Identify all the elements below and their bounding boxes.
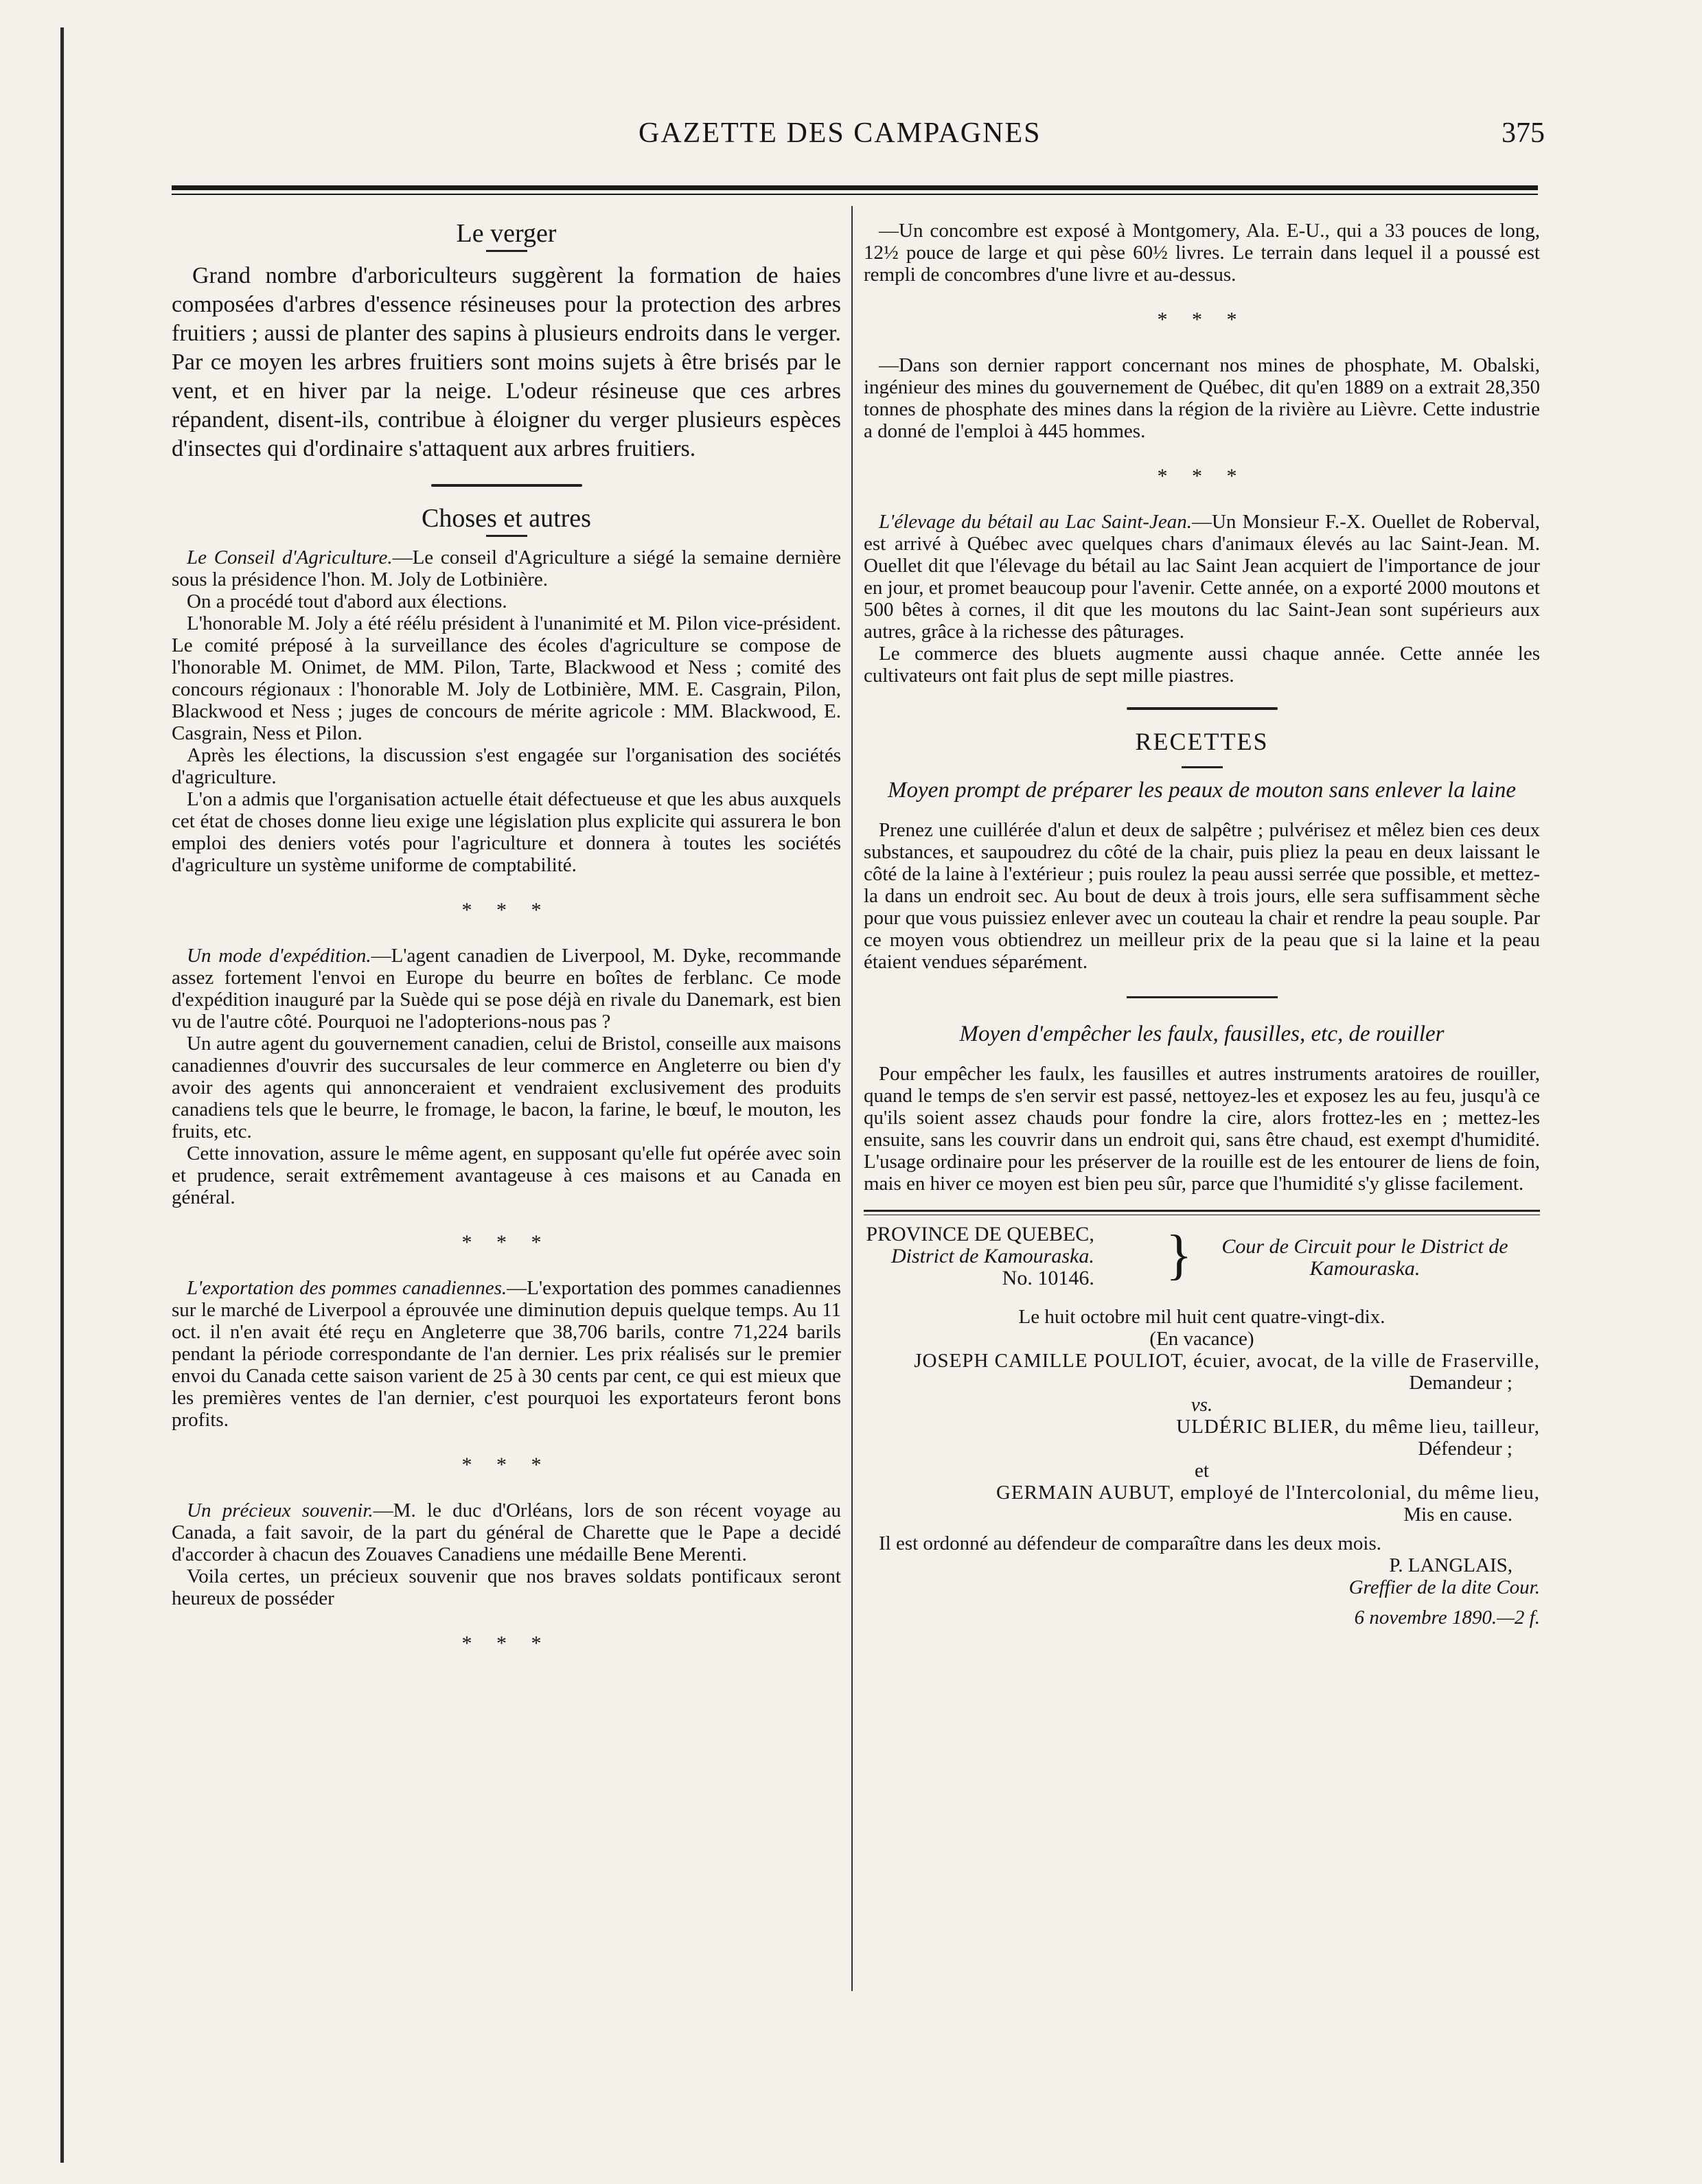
article-text: —L'agent canadien de Liverpool, M. Dyke, recommande assez fortement l'envoi en Europe du beurre en boîtes de ferblanc. Ce mode d'expédition inauguré par la Suède qui se pose déjà en rivale du Danemark, est bien vu de l'autre côté. Pourquoi ne l'adopterions-nous pas ? bbox=[172, 945, 841, 1033]
article-mines: —Dans son dernier rapport concernant nos mines de phosphate, M. Obalski, ingénieur des mines du gouvernement de Québec, dit qu'en 1889 on a extrait 28,350 tonnes de phosphate des mines dans la région de la rivière au Lièvre. Cette industrie a donné de l'emploi à 445 hommes. bbox=[864, 354, 1540, 442]
article-text: L'on a admis que l'organisation actuelle était défectueuse et que les abus auxquels cet état de choses donne lieu exige une législation plus explicite qui assurera le bon emploi des deniers votés pour l'agriculture et donnera à toutes les sociétés d'agriculture un système uniforme de comptabilité. bbox=[172, 788, 841, 876]
stars-separator: * * * bbox=[1157, 308, 1247, 331]
page-header bbox=[172, 117, 1545, 158]
article-elevage bbox=[864, 511, 1540, 687]
section-rule bbox=[1127, 996, 1278, 998]
versus: vs. bbox=[1191, 1394, 1213, 1416]
recipe-text: Pour empêcher les faulx, les fausilles et autres instruments aratoires de rouiller, quand le temps de s'en servir est passé, nettoyez-les et exposez les au feu, jusqu'à ce qu'ils soient assez chauds pour fondre la cire, alors frottez-les en ; mettez-les ensuite, sans les couvrir dans un endroit qui, sans être chaud, est exempt d'humidité. L'usage ordinaire pour les préserver de la rouille est de les entourer de liens de foin, mais en hiver ce moyen est bien peu sûr, parce que l'humidité s'y glisse facilement. bbox=[864, 1063, 1540, 1195]
verger-text: Grand nombre d'arboriculteurs suggèrent la formation de haies composées d'arbres d'essence résineuses pour la protection des arbres fruitiers ; aussi de planter des sapins à plusieurs endroits dans le verger. Par ce moyen les arbres fruitiers sont moins sujets à être brisés par le vent, et en hiver par la neige. L'odeur résineuse que ces arbres répandent, disent-ils, contribue à éloigner du verger plusieurs espèces d'insectes qui d'ordinaire s'attaquent aux arbres fruitiers. bbox=[172, 263, 841, 461]
notice-date: 6 novembre 1890.—2 f. bbox=[1354, 1607, 1540, 1629]
recipe-text: Prenez une cuillérée d'alun et deux de salpêtre ; pulvérisez et mêlez bien ces deux substances, et saupoudrez du côté de la chair, puis pliez la peau en deux laissant le côté de la laine à l'extérieur ; puis roulez la peau aussi serrée que possible, et mettez-la dans un endroit sec. Au bout de deux à trois jours, elle sera suffisamment sèche pour que vous puissiez enlever avec un couteau la chair et rendre la peau souple. Par ce moyen vous obtiendrez un meilleur prix de la peau que si la laine et la peau étaient vendues séparément. bbox=[864, 819, 1540, 973]
title-dash bbox=[1182, 766, 1223, 768]
article-text: L'honorable M. Joly a été réélu président à l'unanimité et M. Pilon vice-président. Le comité préposé à la surveillance des écoles d'agriculture se compose de l'honorable M. Onimet, de MM. Pilon, Tarte, Blackwood et Ness ; comité des concours régionaux : l'honorable M. Joly de Lotbinière, MM. E. Casgrain, Pilon, Blackwood et Ness ; juges de concours de mérite agricole : MM. Blackwood, E. Casgrain, Ness et Pilon. bbox=[172, 612, 841, 744]
binding-edge bbox=[60, 27, 64, 2163]
title-dash bbox=[486, 250, 527, 252]
stars-separator: * * * bbox=[461, 899, 551, 921]
article-text: Après les élections, la discussion s'est engagée sur l'organisation des sociétés d'agriculture. bbox=[172, 744, 841, 788]
recipe-title: Moyen d'empêcher les faulx, fausilles, etc, de rouiller bbox=[959, 1022, 1445, 1046]
court-order: Il est ordonné au défendeur de comparaître dans les deux mois. bbox=[879, 1532, 1381, 1554]
legal-vacance: (En vacance) bbox=[1149, 1328, 1254, 1350]
mis-en-cause: GERMAIN AUBUT, employé de l'Intercolonial, du même lieu, bbox=[996, 1482, 1540, 1504]
article-text: Le commerce des bluets augmente aussi chaque année. Cette année les cultivateurs ont fait plus de sept mille piastres. bbox=[864, 643, 1540, 687]
choses-title: Choses et autres bbox=[422, 504, 591, 533]
article-expedition bbox=[172, 945, 841, 1208]
defendant: ULDÉRIC BLIER, du même lieu, tailleur, bbox=[1176, 1416, 1540, 1438]
publication-title: GAZETTE DES CAMPAGNES bbox=[639, 117, 1042, 149]
article-concombre: —Un concombre est exposé à Montgomery, Ala. E-U., qui a 33 pouces de long, 12½ pouce de large et qui pèse 60½ livres. Le terrain dans lequel il a poussé est rempli de concombres d'une livre et au-dessus. bbox=[864, 220, 1540, 286]
ornament-divider bbox=[431, 484, 582, 487]
defendant-role: Défendeur ; bbox=[1418, 1438, 1513, 1460]
court-name: Cour de Circuit pour le District de Kamouraska. bbox=[1221, 1235, 1508, 1280]
province-block bbox=[864, 1223, 1094, 1289]
mis-en-cause-role: Mis en cause. bbox=[1403, 1504, 1513, 1526]
legal-date-line: Le huit octobre mil huit cent quatre-vingt-dix. bbox=[1018, 1306, 1385, 1328]
brace-glyph: } bbox=[1166, 1225, 1193, 1285]
recipe-title: Moyen prompt de préparer les peaux de mouton sans enlever la laine bbox=[888, 778, 1516, 803]
signature-title: Greffier de la dite Cour. bbox=[1348, 1576, 1540, 1598]
article-text: —Un Monsieur F.-X. Ouellet de Roberval, est arrivé à Québec avec quelques chars d'animaux élevés au lac Saint-Jean. M. Ouellet dit que l'élevage du bétail au lac Saint Jean acquiert de l'importance de jour en jour, et promet beaucoup pour l'avenir. Cette année, on a exporté 2000 moutons et 500 bêtes à cornes, il dit que les moutons du lac Saint-Jean sont supérieurs aux autres, grâce à la richesse des pâturages. bbox=[864, 511, 1540, 643]
case-number: No. 10146. bbox=[1002, 1267, 1094, 1289]
article-text: Voila certes, un précieux souvenir que nos braves soldats pontificaux seront heureux de posséder bbox=[172, 1565, 841, 1609]
article-title: Un mode d'expédition. bbox=[187, 945, 371, 967]
district-name: District de Kamouraska. bbox=[891, 1245, 1094, 1267]
stars-separator: * * * bbox=[461, 1453, 551, 1476]
article-text: —Le conseil d'Agriculture a siégé la semaine dernière sous la présidence l'hon. M. Joly de Lotbinière. bbox=[172, 547, 841, 590]
article-title: L'élevage du bétail au Lac Saint-Jean. bbox=[879, 511, 1192, 533]
title-dash bbox=[486, 535, 527, 537]
article-title: Le Conseil d'Agriculture. bbox=[187, 547, 393, 568]
page-number: 375 bbox=[1502, 117, 1545, 149]
article-title: Un précieux souvenir. bbox=[187, 1499, 373, 1521]
article-text: On a procédé tout d'abord aux élections. bbox=[187, 590, 507, 612]
article-text: —L'exportation des pommes canadiennes sur le marché de Liverpool a éprouvée une diminution depuis quelque temps. Au 11 oct. il n'en avait été reçu en Angleterre que 38,706 barils, contre 71,224 barils pendant la période correspondante de l'an dernier. Les prix réalisés sur le premier envoi du Canada cette saison varient de 25 à 30 cents par cent, ce qui est mieux que les premières ventes de l'an dernier, c'est pourquoi les exportateurs feront bons profits. bbox=[172, 1277, 841, 1431]
header-rule-thick bbox=[172, 185, 1538, 190]
stars-separator: * * * bbox=[461, 1632, 551, 1655]
signature: P. LANGLAIS, bbox=[1389, 1554, 1513, 1576]
right-column bbox=[864, 220, 1540, 1629]
plaintiff: JOSEPH CAMILLE POULIOT, écuier, avocat, de la ville de Fraserville, bbox=[914, 1350, 1540, 1372]
article-conseil bbox=[172, 547, 841, 876]
verger-title: Le verger bbox=[456, 219, 557, 248]
plaintiff-role: Demandeur ; bbox=[1409, 1372, 1513, 1394]
article-souvenir bbox=[172, 1499, 841, 1609]
stars-separator: * * * bbox=[1157, 465, 1247, 487]
header-rule-thin bbox=[172, 194, 1538, 195]
column-divider bbox=[851, 206, 853, 1991]
recettes-title: RECETTES bbox=[1135, 728, 1269, 755]
article-text: —M. le duc d'Orléans, lors de son récent voyage au Canada, a fait savoir, de la part du général de Charette que le Pape a decidé d'accorder à chacun des Zouaves Canadiens une médaille Bene Merenti. bbox=[172, 1499, 841, 1565]
ornament-divider bbox=[1127, 707, 1278, 710]
article-pommes bbox=[172, 1277, 841, 1431]
province-name: PROVINCE DE QUEBEC, bbox=[866, 1223, 1094, 1245]
article-text: Un autre agent du gouvernement canadien, celui de Bristol, conseille aux maisons canadiennes d'ouvrir des succursales de leur commerce en Angleterre ou bien d'y avoir des agents qui annonceraient et vendraient exclusivement des produits canadiens tels que le beurre, le fromage, le bacon, la farine, le bœuf, le mouton, les fruits, etc. bbox=[172, 1033, 841, 1142]
stars-separator: * * * bbox=[461, 1231, 551, 1254]
legal-rule bbox=[864, 1210, 1540, 1212]
left-column bbox=[172, 220, 841, 1678]
article-title: L'exportation des pommes canadiennes. bbox=[187, 1277, 507, 1299]
conjunction: et bbox=[1195, 1460, 1209, 1482]
article-text: Cette innovation, assure le même agent, en supposant qu'elle fut opérée avec soin et prudence, serait extrêmement avantageuse à ces maisons et au Canada en général. bbox=[172, 1142, 841, 1208]
legal-notice-header bbox=[864, 1223, 1540, 1306]
